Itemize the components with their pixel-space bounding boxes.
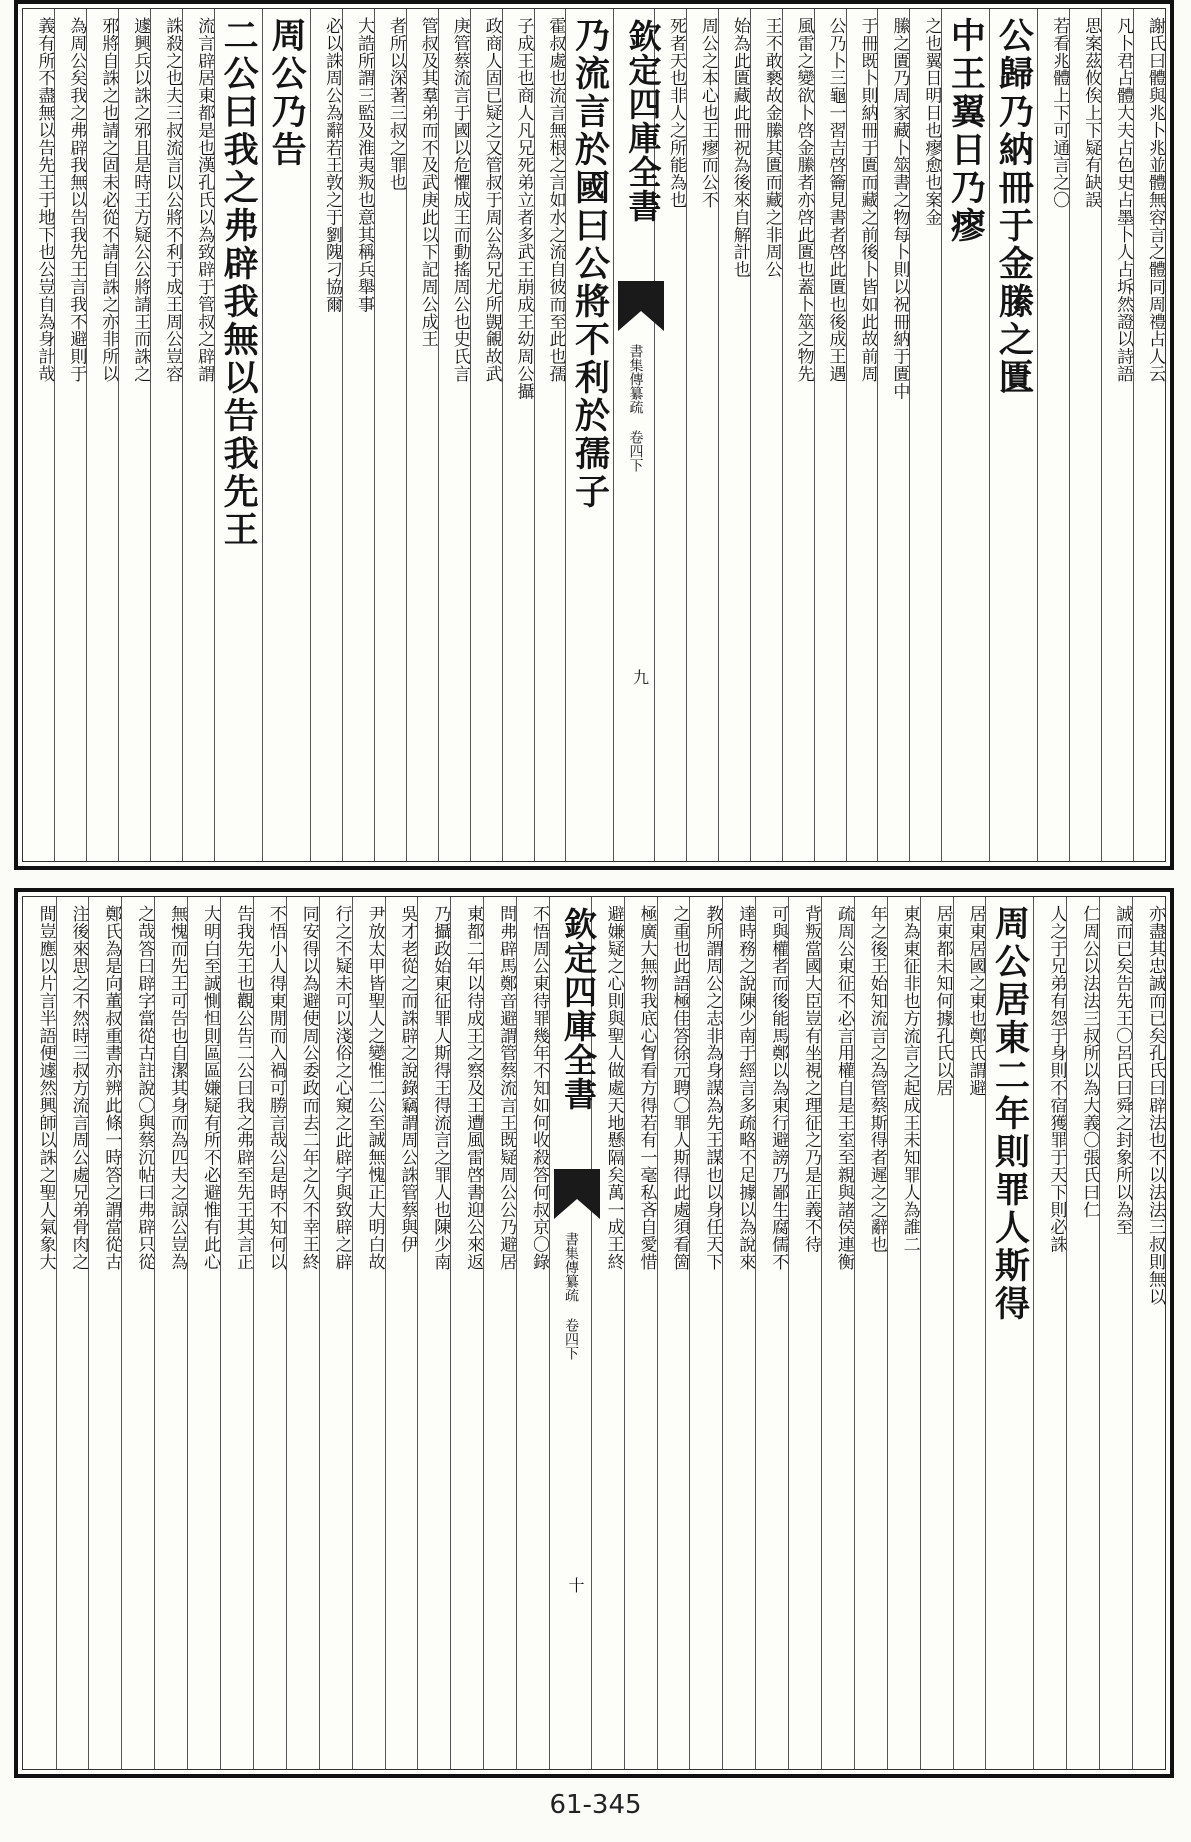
upper-left-column-6: 管叔及其羣弟而不及武庚此以下記周公成王 [406, 9, 438, 861]
lower-right-column-10: 疏周公東征不必言用權自是王室至親與諸侯連衡 [821, 897, 854, 1769]
upper-left-column-3: 子成王也商人凡兄死弟立者多武王崩成王幼周公攝 [502, 9, 534, 861]
lower-left-column-5: 吳才老從之而誅辟之說錄竊謂周公誅管蔡與伊 [385, 897, 418, 1769]
lower-book-title: 欽定四庫全書 [558, 907, 598, 1111]
lower-right-column-13: 達時務之說陳少南于經言多疏略不足據以為說來 [722, 897, 755, 1769]
lower-left-column-8: 同安得以為避使周公委政而去二年之久不幸王終 [286, 897, 319, 1769]
upper-left-column-10: 周公乃告 [262, 9, 310, 861]
upper-right-column-2: 凡卜君占體大夫占色史占墨卜人占坼然證以詩語 [1101, 9, 1133, 861]
upper-fishtail-upper-icon [618, 281, 664, 331]
upper-right-column-15: 死者天也非人之所能為也 [654, 9, 686, 861]
lower-left-column-14: 鄭氏為是向董叔重書亦辨此條一時答之謂當從古 [88, 897, 121, 1769]
lower-left-column-11: 大明白至誠惻怛則區區嫌疑有所不必避惟有此心 [187, 897, 220, 1769]
lower-right-column-15: 之重也此語極佳答徐元聘〇罪人斯得此處須看箇 [657, 897, 690, 1769]
upper-left-column-9: 必以誅周公為辭若王敦之于劉隗刁協爾 [310, 9, 342, 861]
lower-left-column-13: 之哉答曰辟字當從古註說〇與蔡沉帖曰弗辟只從 [121, 897, 154, 1769]
upper-center-column [613, 9, 663, 861]
upper-left-column-16: 為周公矣我之弗辟我無以告我先王言我不避則于 [54, 9, 86, 861]
upper-book-subtitle: 書集傳纂疏 卷四下 [627, 344, 644, 472]
lower-right-column-3: 仁周公以法法三叔所以為大義〇張氏曰仁 [1066, 897, 1099, 1769]
lower-right-column-8: 東為東征非也方流言之起成王未知罪人為誰二 [887, 897, 920, 1769]
upper-right-column-1: 謝氏曰體與兆卜兆並體無容言之體同周禮占人云 [1133, 9, 1165, 861]
lower-left-column-12: 無愧而先王可告也自潔其身而為匹夫之諒公豈為 [154, 897, 187, 1769]
upper-right-column-12: 王不敢褻故金縢其匱而藏之非周公 [750, 9, 782, 861]
lower-page-columns [22, 896, 1166, 1770]
upper-left-column-14: 遽興兵以誅之邪且是時王方疑公公將請王而誅之 [118, 9, 150, 861]
lower-right-column-16: 極廣大無物我底心胷看方得若有一毫私吝自愛惜 [624, 897, 657, 1769]
upper-left-column-11: 二公曰我之弗辟我無以告我先王 [214, 9, 262, 861]
lower-left-column-4: 乃攝政始東征罪人斯得王得流言之罪人也陳少南 [417, 897, 450, 1769]
lower-right-column-14: 教所謂周公之志非為身謀為先王謀也以身任天下 [689, 897, 722, 1769]
upper-left-column-4: 政商人固已疑之又管叔于周公為兄尤所覬覦故武 [470, 9, 502, 861]
lower-center-column [549, 897, 598, 1769]
upper-right-column-9: 于冊既卜則納冊于匱而藏之前後卜皆如此故前周 [846, 9, 878, 861]
lower-left-column-3: 東都二年以待成王之察及王遭風雷啓書迎公來返 [450, 897, 483, 1769]
lower-left-column-16: 間豈應以片言半語便遽然興師以誅之聖人氣象大 [35, 905, 56, 1271]
lower-left-column-10: 告我先王也觀公告二公曰我之弗辟至先王其言正 [220, 897, 253, 1769]
upper-left-column-7: 者所以深著三叔之罪也 [374, 9, 406, 861]
upper-left-column-5: 庚管蔡流言于國以危懼成王而動搖周公也史氏言 [438, 9, 470, 861]
lower-left-column-9: 不悟小人得東閒而入禍可勝言哉公是時不知何以 [253, 897, 286, 1769]
lower-right-column-2: 誠而已矣告先王〇呂氏曰舜之封象所以為至 [1099, 897, 1132, 1769]
lower-left-column-1: 不悟周公東待罪幾年不知如何收殺答何叔京〇錄 [516, 897, 549, 1769]
page-reference-number: 61-345 [549, 1790, 642, 1820]
lower-right-column-11: 背叛當國大臣豈有坐視之理征之乃是正義不待 [788, 897, 821, 1769]
upper-left-column-2: 霍叔處也流言無根之言如水之流自彼而至此也孺 [534, 9, 566, 861]
lower-fishtail-upper-icon [554, 1169, 600, 1219]
upper-left-column-8: 大誥所謂三監及淮夷叛也意其稱兵舉事 [342, 9, 374, 861]
lower-page [14, 888, 1174, 1778]
upper-left-column-12: 流言辟居東都是也漢孔氏以為致辟于管叔之辟謂 [182, 9, 214, 861]
upper-page-columns [22, 8, 1166, 862]
upper-right-column-10: 公乃卜三龜一習吉啓籥見書者啓此匱也後成王遇 [814, 9, 846, 861]
lower-right-column-17: 避嫌疑之心則與聖人做處天地懸隔矣萬一成王終 [591, 897, 624, 1769]
lower-right-column-4: 人之于兄弟有怨于身則不宿獲罪于天下則必誅 [1033, 897, 1066, 1769]
lower-right-column-6: 居東居國之東也鄭氏謂避 [953, 897, 986, 1769]
lower-right-column-12: 可與權者而後能馬鄭以為東行避謗乃鄙生腐儒不 [755, 897, 788, 1769]
upper-right-column-3: 思案茲攸俟上下疑有缺誤 [1069, 9, 1101, 861]
upper-right-column-11: 風雷之變欲卜啓金縢者亦啓此匱也蓋卜筮之物先 [782, 9, 814, 861]
upper-right-column-7: 之也翼日明日也瘳愈也案金 [909, 9, 941, 861]
upper-book-title: 欽定四庫全書 [623, 19, 663, 223]
lower-left-column-2: 問弗辟馬鄭音避謂管蔡流言王既疑周公公乃避居 [483, 897, 516, 1769]
lower-left-column-7: 行之不疑未可以淺俗之心窺之此辟字與致辟之辟 [319, 897, 352, 1769]
lower-folio-number: 十 [565, 1577, 585, 1593]
upper-left-column-15: 邪將自誅之也請之固未必從不請自誅之亦非所以 [86, 9, 118, 861]
upper-left-column-17: 義有所不盡無以告先王于地下也公豈自為身計哉 [34, 17, 55, 383]
upper-right-column-4: 若看兆體上下可通言之〇 [1037, 9, 1069, 861]
upper-page [14, 0, 1174, 870]
upper-right-column-6: 中王翼日乃瘳 [941, 9, 989, 861]
upper-right-column-14: 周公之本心也王瘳而公不 [686, 9, 718, 861]
lower-left-column-15: 注後來思之不然時三叔方流言周公處兄弟骨肉之 [56, 897, 89, 1769]
lower-right-column-5: 周公居東二年則罪人斯得 [985, 897, 1033, 1769]
upper-left-column-13: 誅殺之也夫三叔流言以公將不利于成王周公豈容 [150, 9, 182, 861]
upper-right-column-8: 縢之匱乃周家藏卜筮書之物每卜則以祝冊納于匱中 [877, 9, 909, 861]
upper-right-column-5: 公歸乃納冊于金縢之匱 [989, 9, 1037, 861]
lower-left-column-6: 尹放太甲皆聖人之變惟二公至誠無愧正大明白故 [352, 897, 385, 1769]
lower-right-column-1: 亦盡其忠誠而已矣孔氏曰辟法也不以法法三叔則無以 [1132, 897, 1165, 1769]
upper-right-column-13: 始為此匱藏此冊祝為後來自解計也 [718, 9, 750, 861]
upper-folio-number: 九 [630, 669, 650, 685]
lower-right-column-7: 居東都未知何據孔氏以居 [920, 897, 953, 1769]
lower-book-subtitle: 書集傳纂疏 卷四下 [562, 1232, 579, 1360]
lower-right-column-9: 年之後王始知流言之為管蔡斯得者遲之之辭也 [854, 897, 887, 1769]
upper-left-column-1: 乃流言於國曰公將不利於孺子 [565, 9, 613, 861]
